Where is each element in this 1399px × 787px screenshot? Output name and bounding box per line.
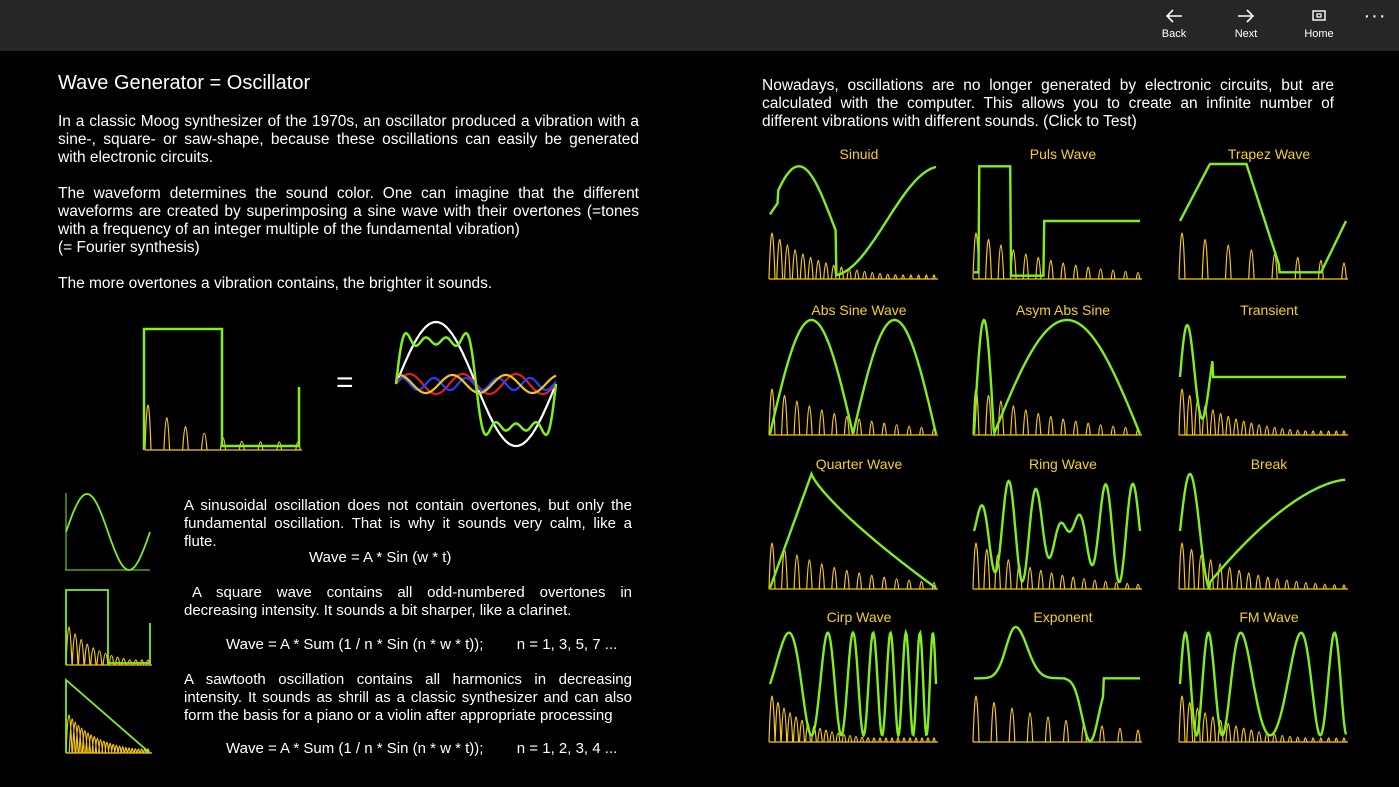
back-label: Back [1161, 28, 1187, 40]
wave-button-puls-wave[interactable] [972, 159, 1144, 294]
harmonic-spectrum [769, 543, 938, 589]
wave-label-trapez-wave: Trapez Wave [1227, 146, 1311, 162]
wave-button-cirp-wave[interactable] [768, 622, 940, 757]
equals-sign: = [336, 366, 354, 399]
wave-label-transient: Transient [1240, 302, 1298, 318]
back-button[interactable] [1144, 8, 1204, 48]
square-wave-figure [138, 318, 308, 458]
square-formula: Wave = A * Sum (1 / n * Sin (n * w * t)); n = 1, 3, 5, 7 ... [226, 636, 618, 653]
wave-label-quarter-wave: Quarter Wave [815, 456, 903, 472]
harmonic-spectrum [145, 405, 302, 450]
wave-button-fm-wave[interactable] [1178, 622, 1350, 757]
page-title: Wave Generator = Oscillator [58, 72, 311, 94]
square-thumbnail [62, 585, 154, 669]
harmonic-spectrum [973, 696, 1142, 742]
harmonic-spectrum [1179, 696, 1348, 742]
harmonic-spectrum [66, 627, 152, 665]
home-icon [1310, 8, 1328, 24]
waveform-line [1180, 633, 1346, 736]
waveform-line [1180, 164, 1346, 272]
home-label: Home [1304, 28, 1334, 40]
waveform-line [1180, 325, 1346, 418]
harmonic-spectrum [973, 389, 1142, 435]
sine-formula: Wave = A * Sin (w * t) [309, 549, 452, 566]
sawtooth-thumbnail [62, 675, 154, 759]
wave-label-asym-abs-sine: Asym Abs Sine [1015, 302, 1111, 318]
wave-button-ring-wave[interactable] [972, 469, 1144, 604]
wave-label-break: Break [1250, 456, 1288, 472]
wave-button-sinuid[interactable] [768, 159, 940, 294]
wave-label-cirp-wave: Cirp Wave [826, 609, 892, 625]
waveform-line [770, 166, 936, 275]
wave-label-abs-sine-wave: Abs Sine Wave [811, 302, 907, 318]
wave-button-quarter-wave[interactable] [768, 469, 940, 604]
sine-thumbnail [62, 488, 154, 574]
app-bar [0, 0, 1399, 51]
wave-button-abs-sine-wave[interactable] [768, 315, 940, 450]
next-label: Next [1234, 28, 1258, 40]
wave-button-break[interactable] [1178, 469, 1350, 604]
wave-button-exponent[interactable] [972, 622, 1144, 757]
next-button[interactable] [1216, 8, 1276, 48]
harmonic-spectrum [1179, 233, 1348, 279]
fourier-synthesis-figure [390, 316, 562, 456]
more-options-button[interactable]: ··· [1363, 5, 1387, 27]
waveform-line [1180, 474, 1345, 588]
wave-label-ring-wave: Ring Wave [1029, 456, 1097, 472]
home-button[interactable] [1289, 8, 1349, 48]
wave-label-sinuid: Sinuid [839, 146, 879, 162]
computer-intro: Nowadays, oscillations are no longer generated by electronic circuits, but are calculated with the computer. This allows you to create an infinite number of different vibrations with different sounds. (Click to Test) [762, 77, 1334, 130]
fourier-note: (= Fourier synthesis) [58, 239, 200, 256]
waveform-line [974, 627, 1140, 741]
overtones-paragraph: The more overtones a vibration contains, the brighter it sounds. [58, 275, 493, 292]
harmonic-spectrum [973, 233, 1142, 279]
intro-paragraph: In a classic Moog synthesizer of the 1970s, an oscillator produced a vibration with a sine-, square- or saw-shape, because these oscillations can easily be generated with electronic circuits. [58, 113, 639, 166]
harmonic-spectrum [769, 233, 938, 279]
wave-button-trapez-wave[interactable] [1178, 159, 1350, 294]
waveform-paragraph: The waveform determines the sound color. One can imagine that the different waveforms are created by superimposing a sine wave with their overtones (=tones with a frequency of an integer multiple of the fundamental vibration) [58, 185, 639, 238]
harmonic-spectrum [66, 715, 152, 753]
square-harmonics [145, 405, 302, 450]
arrow-left-icon [1165, 8, 1183, 24]
wave-button-transient[interactable] [1178, 315, 1350, 450]
sawtooth-formula: Wave = A * Sum (1 / n * Sin (n * w * t)); n = 1, 2, 3, 4 ... [226, 740, 618, 757]
arrow-right-icon [1237, 8, 1255, 24]
wave-label-puls-wave: Puls Wave [1029, 146, 1097, 162]
sine-description: A sinusoidal oscillation does not contain overtones, but only the fundamental oscillation. That is why it sounds very calm, like a flute. [184, 497, 632, 550]
wave-label-fm-wave: FM Wave [1239, 609, 1299, 625]
square-description: A square wave contains all odd-numbered overtones in decreasing intensity. It sounds a bit sharper, like a clarinet. [184, 584, 632, 619]
wave-label-exponent: Exponent [1033, 609, 1093, 625]
wave-button-asym-abs-sine[interactable] [972, 315, 1144, 450]
sawtooth-description: A sawtooth oscillation contains all harmonics in decreasing intensity. It sounds as shrill as a classic synthesizer and can also form the basis for a piano or a violin after appropriate processing [184, 671, 632, 724]
